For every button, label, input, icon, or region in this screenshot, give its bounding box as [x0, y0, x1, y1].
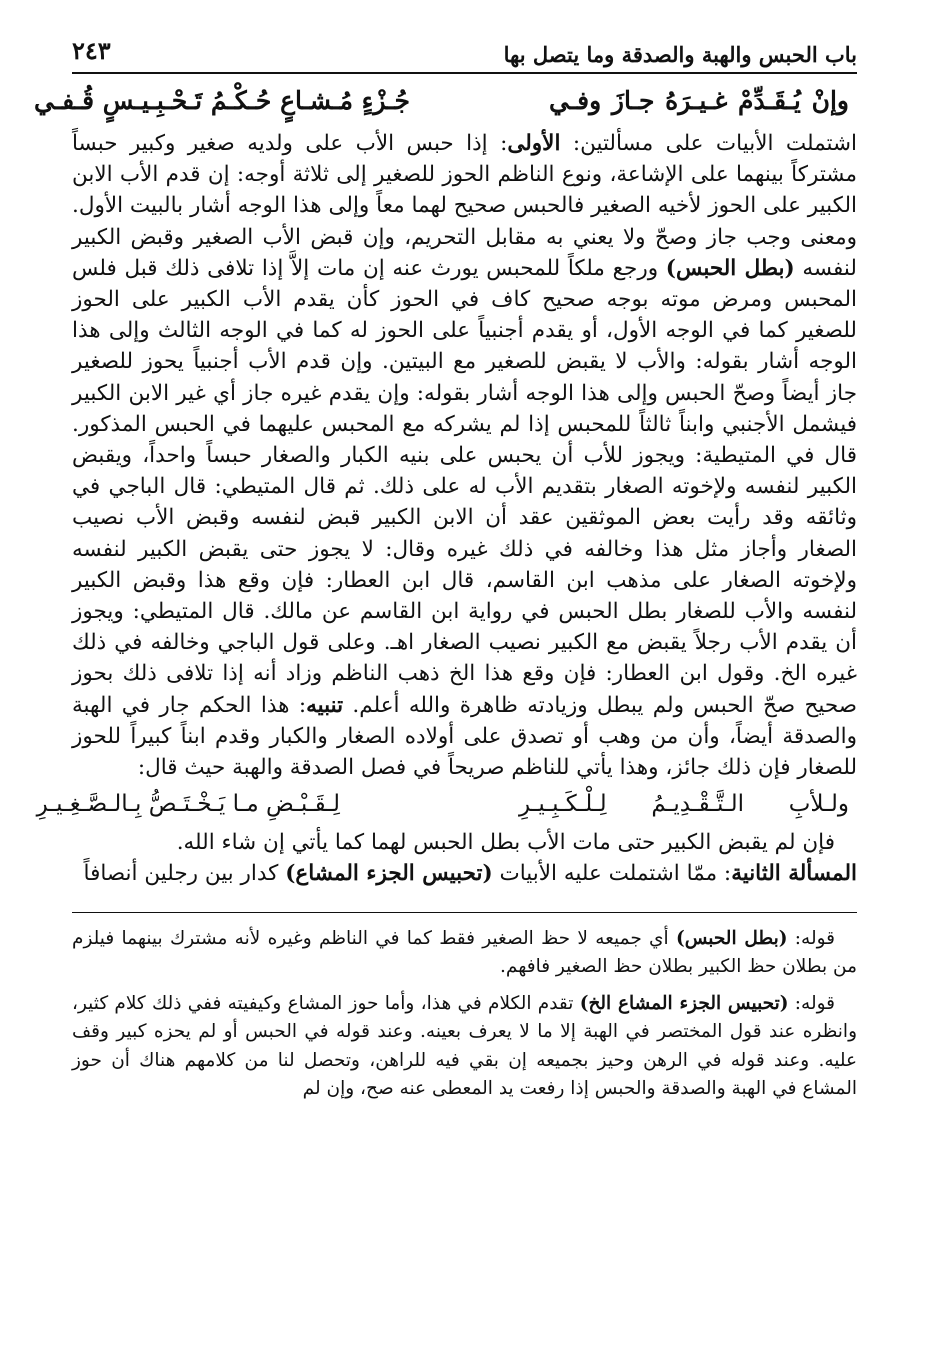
- text-run: قوله:: [787, 927, 835, 949]
- footnote-1: [72, 925, 857, 982]
- text-run: : هذا الحكم جار في الهبة والصدقة أيضاً، وأن من وهب أو تصدق على أولاده الصغار والكبار وقدم ابناً كبيراً للحوز للصغار فإن ذلك جائز، وهذا يأتي للناظم صريحاً في فصل الصدقة والهبة حيث قال:: [72, 692, 857, 781]
- footnote-2: [72, 990, 857, 1104]
- text-run: اشتملت الأبيات على مسألتين:: [560, 131, 857, 156]
- verse-second-hemistich: جُـزْءٍ مُـشـاعٍ حُـكْـمُ تَـحْـبِـيـسٍ قُـفـي: [33, 86, 410, 115]
- footnote-keyword: (بطل الحبس): [675, 927, 788, 949]
- page-number: ٢٤٣: [72, 36, 111, 65]
- page-header: [72, 28, 857, 74]
- footnotes: [72, 925, 857, 1104]
- chapter-title: باب الحبس والهبة والصدقة وما يتصل بها: [503, 42, 857, 67]
- verse-line: [33, 78, 857, 124]
- footnote-keyword: (تحبيس الجزء المشاع الخ): [579, 992, 789, 1014]
- keyword-batal-al-habs: (بطل الحبس): [665, 255, 795, 281]
- paragraph-second-issue: [72, 858, 857, 889]
- text-run: : إذا حبس الأب على ولديه صغير وكبير حبساً مشتركاً بينهما على الإشاعة، ونوع الناظم الحوز للصغير إلى ثلاثة أوجه: إن قدم الأب الابن الكبير على الحوز لأخيه الصغير فالحبس صحيح لهما معاً وإلى هذا الوجه أشار بالبيت الأول. ومعنى وجب جاز وصحّ ولا يعني به مقابل التحريم، وإن قبض الأب الصغير وقبض الكبير لنفسه: [72, 131, 857, 281]
- quoted-verse-first-hemistich: ولـلأبِ الـتَّـقْـدِيـمُ لِـلْـكَـبِـيـرِ: [519, 791, 849, 818]
- text-run: قوله:: [788, 992, 835, 1014]
- footnote-divider: [72, 912, 857, 913]
- keyword-tahbis-al-juz: (تحبيس الجزء المشاع): [285, 861, 493, 887]
- text-run: كدار بين رجلين أنصافاً: [83, 861, 286, 887]
- keyword-tanbih: تنبيه: [306, 692, 344, 718]
- heading-first-issue: الأولى: [507, 131, 561, 156]
- paragraph-continuation: فإن لم يقبض الكبير حتى مات الأب بطل الحبس لهما كما يأتي إن شاء الله.: [176, 830, 835, 856]
- paragraph-first-issue: [72, 128, 857, 783]
- quoted-verse-second-hemistich: لِـقَـبْـضِ مـا يَـخْـتَـصُّ بِـالـصَّـغِـيـرِ: [36, 791, 340, 818]
- text-run: : ممّا اشتملت عليه الأبيات: [492, 861, 732, 887]
- text-run: تقدم الكلام في هذا، وأما حوز المشاع وكيفيته ففي ذلك كلام كثير، وانظره عند قول المختصر في الهبة إلا ما لا يعرف بعينه. وعند قوله في الحبس أو لم يحزه كبير وقف عليه. وعند قوله في الرهن وحيز بجميعه إن بقي فيه للراهن، وتحصل لنا من كلامهم هناك أن حوز المشاع في الهبة والصدقة والحبس إذا رفعت يد المعطى عنه صح، وإن لم: [72, 992, 857, 1100]
- main-text: [36, 128, 857, 890]
- heading-second-issue: المسألة الثانية: [731, 861, 857, 887]
- quoted-verse: [36, 783, 857, 827]
- verse-first-hemistich: وإنْ يُـقَـدِّمْ غـيـرَهُ جـازَ وفـي: [549, 86, 849, 115]
- book-page: [33, 28, 857, 1364]
- text-run: أي جميعه لا حظ الصغير فقط كما في الناظم وغيره لأنه مشترك بينهما فيلزم من بطلان حظ الكبير بطلان حظ الصغير فافهم.: [72, 927, 857, 978]
- text-run: ورجع ملكاً للمحبس يورث عنه إن مات إلاَّ إذا تلافى ذلك قبل فلس المحبس ومرض موته بوجه صحيح كاف في الحوز كأن يقدم الأب الكبير على الحوز للصغير كما في الوجه الأول، أو يقدم أجنبياً على الحوز له كما في الوجه الثالث وإلى هذا الوجه أشار بقوله: والأب لا يقبض للصغير مع البيتين. وإن قدم الأب أجنبياً يحوز للصغير جاز أيضاً وصحّ الحبس وإلى هذا الوجه أشار بقوله: وإن يقدم غيره جاز أي غير الابن الكبير فيشمل الأجنبي وابناً ثالثاً للمحبس إذا لم يشركه مع المحبس عليهما في الحبس المذكور. قال في المتيطية: ويجوز للأب أن يحبس على بنيه الكبار والصغار حبساً واحداً، ويقبض الكبير لنفسه ولإخوته الصغار بتقديم الأب له على ذلك. ثم قال المتيطي: قال الباجي في وثائقه وقد رأيت بعض الموثقين عقد أن الابن الكبير قبض لنفسه وقبض الأب نصيب الصغار وأجاز مثل هذا وخالفه في ذلك غيره وقال: لا يجوز حتى يقبض الكبير لنفسه ولإخوته الصغار على مذهب ابن القاسم، قال ابن العطار: فإن وقع هذا وقبض الكبير لنفسه والأب للصغار بطل الحبس في رواية ابن القاسم عن مالك. قال المتيطي: ويجوز أن يقدم الأب رجلاً يقبض مع الكبير نصيب الصغار اهـ. وعلى قول الباجي وخالفه في ذلك غيره الخ. وقول ابن العطار: فإن وقع هذا الخ ذهب الناظم وزاد أنه إذا تلافى ذلك بحوز صحيح صحّ الحبس ولم يبطل وزيادته ظاهرة والله أعلم.: [72, 255, 857, 718]
